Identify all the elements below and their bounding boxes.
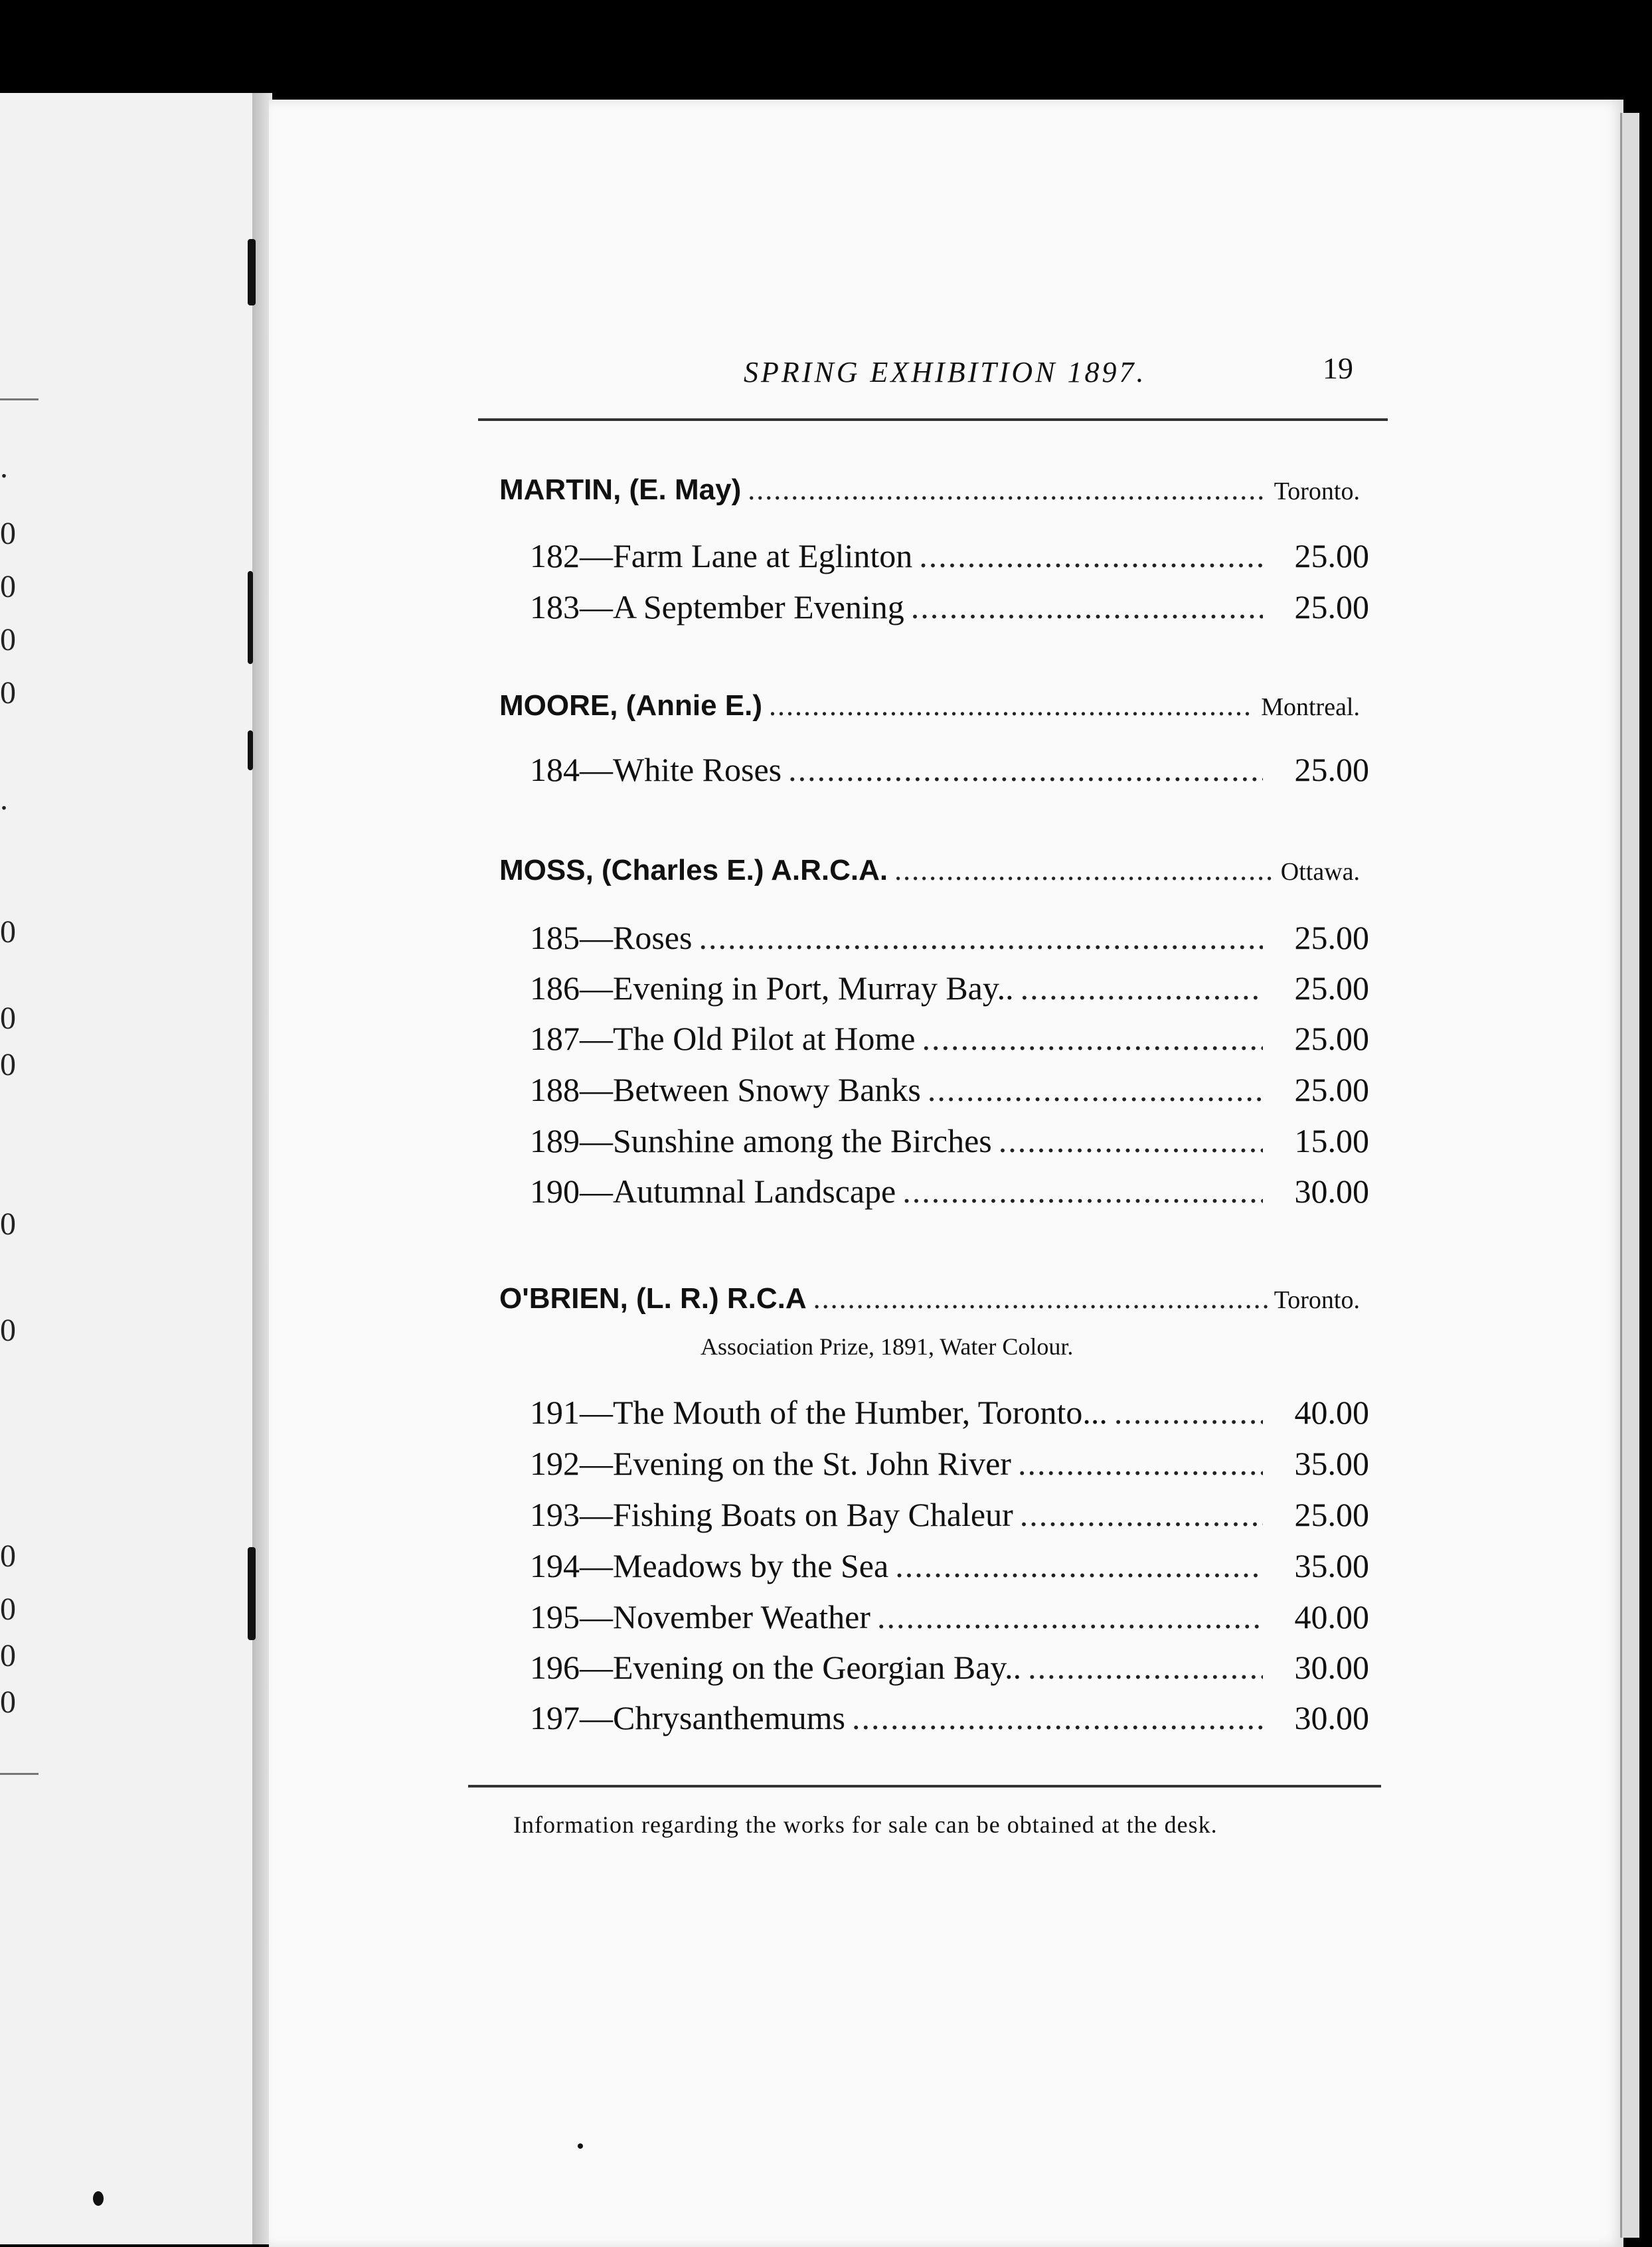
- work-title: 190—Autumnal Landscape: [530, 1173, 896, 1210]
- artist-heading: [499, 853, 1360, 887]
- work-price: 30.00: [1294, 1699, 1369, 1736]
- catalogue-entry: [530, 969, 1369, 1007]
- work-title: 192—Evening on the St. John River: [530, 1445, 1011, 1482]
- artist-prize-note: Association Prize, 1891, Water Colour.: [701, 1333, 1074, 1360]
- left-page-glyph: 0: [0, 1685, 16, 1720]
- catalogue-entry: [530, 918, 1369, 957]
- catalogue-entry: [530, 1546, 1369, 1585]
- page-edge: [1620, 113, 1639, 2238]
- work-price: 30.00: [1294, 1173, 1369, 1210]
- left-page-glyph: 0: [0, 569, 16, 604]
- leader-dots: [895, 1546, 1263, 1585]
- leader-dots: [1020, 1495, 1263, 1534]
- catalogue-entry: [530, 1648, 1369, 1687]
- leader-dots: [919, 537, 1263, 575]
- work-price: 35.00: [1294, 1547, 1369, 1584]
- leader-dots: [699, 918, 1263, 957]
- leader-dots: [748, 473, 1267, 507]
- work-title: 196—Evening on the Georgian Bay..: [530, 1649, 1022, 1686]
- catalogue-entry: [530, 1070, 1369, 1109]
- work-price: 25.00: [1294, 969, 1369, 1007]
- work-title: 193—Fishing Boats on Bay Chaleur: [530, 1496, 1013, 1533]
- work-title: 188—Between Snowy Banks: [530, 1071, 921, 1108]
- work-title: 191—The Mouth of the Humber, Toronto...: [530, 1394, 1108, 1431]
- work-price: 30.00: [1294, 1649, 1369, 1686]
- artist-city: Ottawa.: [1280, 858, 1360, 886]
- binding-thread: [248, 239, 256, 305]
- leader-dots: [902, 1172, 1263, 1210]
- leader-dots: [852, 1699, 1263, 1737]
- left-page-glyph: 0: [0, 1638, 16, 1673]
- catalogue-entry: [530, 1122, 1369, 1160]
- work-title: 182—Farm Lane at Eglinton: [530, 537, 913, 574]
- left-page-glyph: 0: [0, 1539, 16, 1574]
- scan-speck: [578, 2143, 583, 2149]
- left-page-glyph: 0: [0, 1592, 16, 1627]
- leader-dots: [928, 1070, 1263, 1109]
- work-title: 197—Chrysanthemums: [530, 1699, 845, 1736]
- work-price: 35.00: [1294, 1445, 1369, 1482]
- footer-rule: [468, 1785, 1381, 1788]
- leader-dots: [877, 1598, 1263, 1636]
- left-page-glyph: 0: [0, 1001, 16, 1036]
- left-page-rule: [0, 398, 39, 400]
- left-page-glyph: 0: [0, 516, 16, 551]
- work-title: 187—The Old Pilot at Home: [530, 1020, 916, 1057]
- scan-speck: [93, 2191, 104, 2206]
- work-price: 25.00: [1294, 1071, 1369, 1108]
- catalogue-entry: [530, 537, 1369, 575]
- binding-thread: [248, 730, 253, 770]
- leader-dots: [788, 750, 1263, 789]
- work-price: 40.00: [1294, 1394, 1369, 1431]
- header-rule: [478, 418, 1388, 421]
- artist-heading: [499, 473, 1360, 507]
- left-page-glyph: 0: [0, 914, 16, 950]
- catalogue-entry: [530, 1019, 1369, 1058]
- catalogue-entry: [530, 588, 1369, 626]
- work-title: 189—Sunshine among the Birches: [530, 1122, 992, 1159]
- running-title: SPRING EXHIBITION 1897.: [744, 356, 1147, 388]
- leader-dots: [922, 1019, 1264, 1058]
- work-price: 40.00: [1294, 1598, 1369, 1635]
- work-price: 15.00: [1294, 1122, 1369, 1159]
- sale-information-note: Information regarding the works for sale can be obtained at the desk.: [513, 1811, 1218, 1838]
- catalogue-entry: [530, 1699, 1369, 1737]
- work-title: 194—Meadows by the Sea: [530, 1547, 889, 1584]
- catalogue-entry: [530, 1393, 1369, 1432]
- left-page-rule: [0, 1773, 39, 1775]
- work-price: 25.00: [1294, 751, 1369, 788]
- left-page-glyph: .: [0, 450, 8, 485]
- artist-heading: [499, 1282, 1360, 1315]
- leader-dots: [1018, 1444, 1263, 1483]
- left-page-glyph: 0: [0, 1047, 16, 1082]
- work-price: 25.00: [1294, 1496, 1369, 1533]
- left-page-glyph: 0: [0, 1207, 16, 1242]
- left-page-glyph: .: [0, 782, 8, 817]
- leader-dots: [911, 588, 1263, 626]
- artist-name: MOORE, (Annie E.): [499, 689, 762, 722]
- leader-dots: [1114, 1393, 1263, 1432]
- leader-dots: [769, 689, 1254, 722]
- left-page-glyph: 0: [0, 1313, 16, 1348]
- work-price: 25.00: [1294, 919, 1369, 956]
- artist-name: O'BRIEN, (L. R.) R.C.A: [499, 1282, 807, 1315]
- catalogue-entry: [530, 750, 1369, 789]
- catalogue-entry: [530, 1444, 1369, 1483]
- work-title: 185—Roses: [530, 919, 693, 956]
- work-price: 25.00: [1294, 1020, 1369, 1057]
- work-title: 184—White Roses: [530, 751, 782, 788]
- work-title: 183—A September Evening: [530, 588, 904, 625]
- left-page-glyph: 0: [0, 622, 16, 657]
- catalogue-entry: [530, 1598, 1369, 1636]
- left-page-glyph: 0: [0, 675, 16, 710]
- artist-city: Toronto.: [1274, 477, 1360, 505]
- catalogue-entry: [530, 1172, 1369, 1210]
- binding-thread: [248, 571, 253, 664]
- previous-page-fragment: [0, 93, 256, 2244]
- artist-name: MOSS, (Charles E.) A.R.C.A.: [499, 854, 888, 886]
- leader-dots: [1021, 969, 1263, 1007]
- leader-dots: [999, 1122, 1263, 1160]
- binding-thread: [248, 1547, 256, 1640]
- work-price: 25.00: [1294, 588, 1369, 625]
- artist-heading: [499, 689, 1360, 722]
- work-price: 25.00: [1294, 537, 1369, 574]
- leader-dots: [1028, 1648, 1263, 1687]
- catalogue-entry: [530, 1495, 1369, 1534]
- leader-dots: [894, 853, 1274, 887]
- work-title: 186—Evening in Port, Murray Bay..: [530, 969, 1014, 1007]
- leader-dots: [813, 1282, 1268, 1315]
- artist-city: Toronto.: [1274, 1286, 1360, 1314]
- artist-city: Montreal.: [1261, 693, 1360, 721]
- page-number: 19: [1323, 351, 1353, 385]
- work-title: 195—November Weather: [530, 1598, 870, 1635]
- artist-name: MARTIN, (E. May): [499, 473, 742, 506]
